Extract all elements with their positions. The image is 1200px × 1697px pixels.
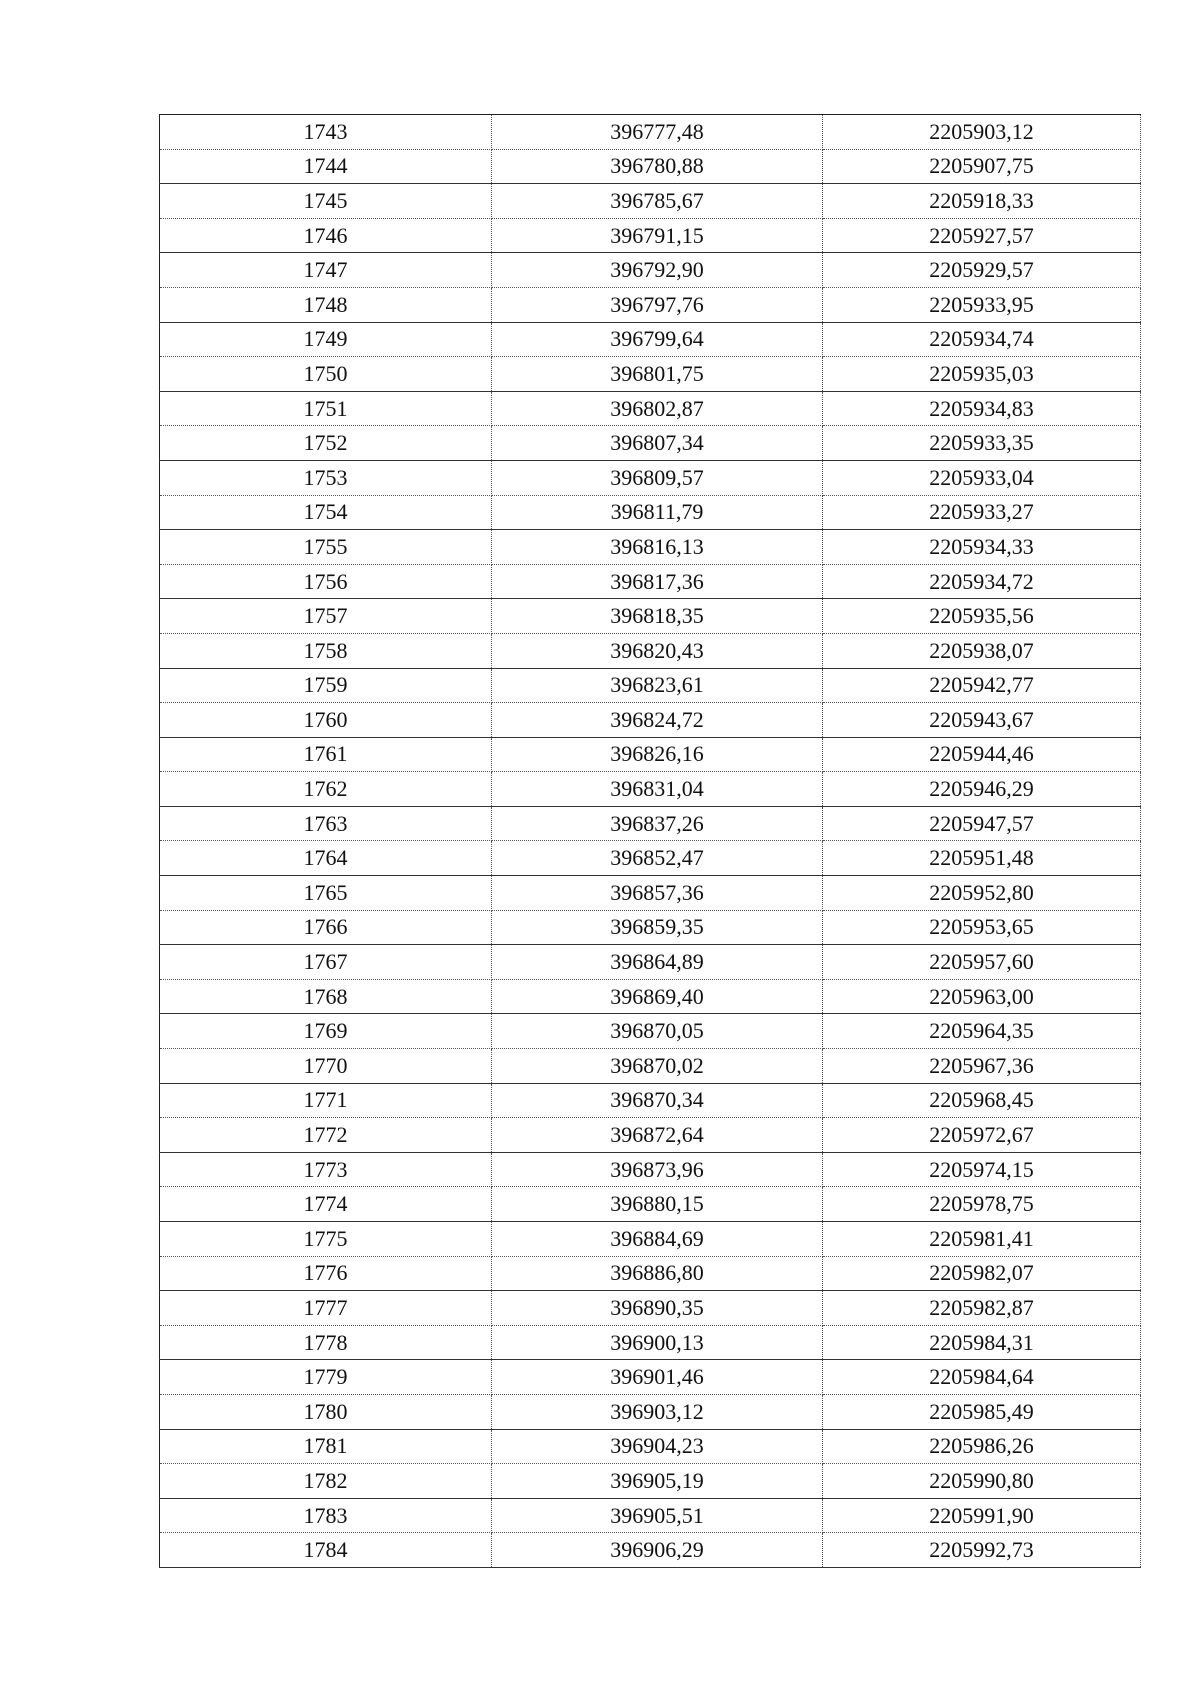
point-number-cell: 1778 bbox=[160, 1325, 492, 1360]
y-coordinate-cell: 2205918,33 bbox=[823, 184, 1141, 219]
table-row bbox=[160, 1360, 1141, 1395]
table-row bbox=[160, 979, 1141, 1014]
y-coordinate-cell: 2205978,75 bbox=[823, 1187, 1141, 1222]
point-number-cell: 1765 bbox=[160, 876, 492, 911]
table-row bbox=[160, 564, 1141, 599]
table-row bbox=[160, 841, 1141, 876]
table-row bbox=[160, 1291, 1141, 1326]
point-number-cell: 1773 bbox=[160, 1152, 492, 1187]
table-row bbox=[160, 772, 1141, 807]
table-row bbox=[160, 218, 1141, 253]
y-coordinate-cell: 2205944,46 bbox=[823, 737, 1141, 772]
x-coordinate-cell: 396905,19 bbox=[492, 1464, 823, 1499]
table-row bbox=[160, 460, 1141, 495]
x-coordinate-cell: 396870,02 bbox=[492, 1049, 823, 1084]
point-number-cell: 1784 bbox=[160, 1533, 492, 1568]
x-coordinate-cell: 396816,13 bbox=[492, 530, 823, 565]
x-coordinate-cell: 396905,51 bbox=[492, 1498, 823, 1533]
point-number-cell: 1746 bbox=[160, 218, 492, 253]
point-number-cell: 1755 bbox=[160, 530, 492, 565]
table-row bbox=[160, 184, 1141, 219]
y-coordinate-cell: 2205990,80 bbox=[823, 1464, 1141, 1499]
x-coordinate-cell: 396785,67 bbox=[492, 184, 823, 219]
x-coordinate-cell: 396857,36 bbox=[492, 876, 823, 911]
y-coordinate-cell: 2205934,33 bbox=[823, 530, 1141, 565]
table-row bbox=[160, 1152, 1141, 1187]
y-coordinate-cell: 2205967,36 bbox=[823, 1049, 1141, 1084]
table-row bbox=[160, 1325, 1141, 1360]
y-coordinate-cell: 2205952,80 bbox=[823, 876, 1141, 911]
table-row bbox=[160, 530, 1141, 565]
x-coordinate-cell: 396904,23 bbox=[492, 1429, 823, 1464]
x-coordinate-cell: 396818,35 bbox=[492, 599, 823, 634]
x-coordinate-cell: 396869,40 bbox=[492, 979, 823, 1014]
table-row bbox=[160, 668, 1141, 703]
x-coordinate-cell: 396831,04 bbox=[492, 772, 823, 807]
x-coordinate-cell: 396884,69 bbox=[492, 1222, 823, 1257]
x-coordinate-cell: 396797,76 bbox=[492, 287, 823, 322]
x-coordinate-cell: 396809,57 bbox=[492, 460, 823, 495]
y-coordinate-cell: 2205935,03 bbox=[823, 357, 1141, 392]
point-number-cell: 1762 bbox=[160, 772, 492, 807]
point-number-cell: 1758 bbox=[160, 633, 492, 668]
table-row bbox=[160, 1222, 1141, 1257]
y-coordinate-cell: 2205957,60 bbox=[823, 945, 1141, 980]
x-coordinate-cell: 396859,35 bbox=[492, 910, 823, 945]
x-coordinate-cell: 396807,34 bbox=[492, 426, 823, 461]
point-number-cell: 1768 bbox=[160, 979, 492, 1014]
coordinates-table bbox=[159, 114, 1141, 1568]
table-row bbox=[160, 599, 1141, 634]
table-row bbox=[160, 1049, 1141, 1084]
y-coordinate-cell: 2205933,27 bbox=[823, 495, 1141, 530]
y-coordinate-cell: 2205927,57 bbox=[823, 218, 1141, 253]
x-coordinate-cell: 396817,36 bbox=[492, 564, 823, 599]
point-number-cell: 1752 bbox=[160, 426, 492, 461]
table-row bbox=[160, 945, 1141, 980]
table-row bbox=[160, 1187, 1141, 1222]
point-number-cell: 1769 bbox=[160, 1014, 492, 1049]
x-coordinate-cell: 396801,75 bbox=[492, 357, 823, 392]
point-number-cell: 1753 bbox=[160, 460, 492, 495]
x-coordinate-cell: 396777,48 bbox=[492, 115, 823, 150]
y-coordinate-cell: 2205992,73 bbox=[823, 1533, 1141, 1568]
x-coordinate-cell: 396903,12 bbox=[492, 1394, 823, 1429]
table-row bbox=[160, 703, 1141, 738]
point-number-cell: 1756 bbox=[160, 564, 492, 599]
x-coordinate-cell: 396811,79 bbox=[492, 495, 823, 530]
point-number-cell: 1764 bbox=[160, 841, 492, 876]
table-row bbox=[160, 1498, 1141, 1533]
point-number-cell: 1767 bbox=[160, 945, 492, 980]
x-coordinate-cell: 396824,72 bbox=[492, 703, 823, 738]
x-coordinate-cell: 396780,88 bbox=[492, 149, 823, 184]
x-coordinate-cell: 396799,64 bbox=[492, 322, 823, 357]
y-coordinate-cell: 2205933,95 bbox=[823, 287, 1141, 322]
point-number-cell: 1744 bbox=[160, 149, 492, 184]
point-number-cell: 1780 bbox=[160, 1394, 492, 1429]
point-number-cell: 1783 bbox=[160, 1498, 492, 1533]
table-row bbox=[160, 426, 1141, 461]
point-number-cell: 1782 bbox=[160, 1464, 492, 1499]
y-coordinate-cell: 2205953,65 bbox=[823, 910, 1141, 945]
table-row bbox=[160, 1394, 1141, 1429]
point-number-cell: 1743 bbox=[160, 115, 492, 150]
x-coordinate-cell: 396826,16 bbox=[492, 737, 823, 772]
point-number-cell: 1745 bbox=[160, 184, 492, 219]
table-row bbox=[160, 1083, 1141, 1118]
y-coordinate-cell: 2205943,67 bbox=[823, 703, 1141, 738]
point-number-cell: 1754 bbox=[160, 495, 492, 530]
table-row bbox=[160, 357, 1141, 392]
table-row bbox=[160, 287, 1141, 322]
table-row bbox=[160, 253, 1141, 288]
y-coordinate-cell: 2205982,07 bbox=[823, 1256, 1141, 1291]
y-coordinate-cell: 2205991,90 bbox=[823, 1498, 1141, 1533]
y-coordinate-cell: 2205963,00 bbox=[823, 979, 1141, 1014]
table-row bbox=[160, 149, 1141, 184]
y-coordinate-cell: 2205938,07 bbox=[823, 633, 1141, 668]
table-row bbox=[160, 115, 1141, 150]
table-row bbox=[160, 737, 1141, 772]
y-coordinate-cell: 2205964,35 bbox=[823, 1014, 1141, 1049]
x-coordinate-cell: 396791,15 bbox=[492, 218, 823, 253]
x-coordinate-cell: 396820,43 bbox=[492, 633, 823, 668]
point-number-cell: 1761 bbox=[160, 737, 492, 772]
point-number-cell: 1750 bbox=[160, 357, 492, 392]
x-coordinate-cell: 396864,89 bbox=[492, 945, 823, 980]
table-row bbox=[160, 391, 1141, 426]
x-coordinate-cell: 396900,13 bbox=[492, 1325, 823, 1360]
y-coordinate-cell: 2205935,56 bbox=[823, 599, 1141, 634]
point-number-cell: 1757 bbox=[160, 599, 492, 634]
point-number-cell: 1777 bbox=[160, 1291, 492, 1326]
y-coordinate-cell: 2205947,57 bbox=[823, 806, 1141, 841]
y-coordinate-cell: 2205982,87 bbox=[823, 1291, 1141, 1326]
table-row bbox=[160, 1256, 1141, 1291]
x-coordinate-cell: 396906,29 bbox=[492, 1533, 823, 1568]
y-coordinate-cell: 2205984,31 bbox=[823, 1325, 1141, 1360]
x-coordinate-cell: 396852,47 bbox=[492, 841, 823, 876]
x-coordinate-cell: 396823,61 bbox=[492, 668, 823, 703]
y-coordinate-cell: 2205933,35 bbox=[823, 426, 1141, 461]
point-number-cell: 1776 bbox=[160, 1256, 492, 1291]
x-coordinate-cell: 396872,64 bbox=[492, 1118, 823, 1153]
table-row bbox=[160, 322, 1141, 357]
x-coordinate-cell: 396870,05 bbox=[492, 1014, 823, 1049]
x-coordinate-cell: 396886,80 bbox=[492, 1256, 823, 1291]
point-number-cell: 1760 bbox=[160, 703, 492, 738]
x-coordinate-cell: 396880,15 bbox=[492, 1187, 823, 1222]
y-coordinate-cell: 2205934,74 bbox=[823, 322, 1141, 357]
y-coordinate-cell: 2205903,12 bbox=[823, 115, 1141, 150]
y-coordinate-cell: 2205986,26 bbox=[823, 1429, 1141, 1464]
table-row bbox=[160, 633, 1141, 668]
table-row bbox=[160, 1533, 1141, 1568]
table-row bbox=[160, 1118, 1141, 1153]
y-coordinate-cell: 2205968,45 bbox=[823, 1083, 1141, 1118]
point-number-cell: 1749 bbox=[160, 322, 492, 357]
table-row bbox=[160, 910, 1141, 945]
x-coordinate-cell: 396901,46 bbox=[492, 1360, 823, 1395]
point-number-cell: 1779 bbox=[160, 1360, 492, 1395]
table-row bbox=[160, 1464, 1141, 1499]
point-number-cell: 1775 bbox=[160, 1222, 492, 1257]
y-coordinate-cell: 2205972,67 bbox=[823, 1118, 1141, 1153]
y-coordinate-cell: 2205907,75 bbox=[823, 149, 1141, 184]
point-number-cell: 1748 bbox=[160, 287, 492, 322]
point-number-cell: 1771 bbox=[160, 1083, 492, 1118]
point-number-cell: 1772 bbox=[160, 1118, 492, 1153]
y-coordinate-cell: 2205985,49 bbox=[823, 1394, 1141, 1429]
point-number-cell: 1747 bbox=[160, 253, 492, 288]
y-coordinate-cell: 2205934,72 bbox=[823, 564, 1141, 599]
x-coordinate-cell: 396792,90 bbox=[492, 253, 823, 288]
table-row bbox=[160, 1429, 1141, 1464]
y-coordinate-cell: 2205984,64 bbox=[823, 1360, 1141, 1395]
x-coordinate-cell: 396870,34 bbox=[492, 1083, 823, 1118]
x-coordinate-cell: 396890,35 bbox=[492, 1291, 823, 1326]
y-coordinate-cell: 2205981,41 bbox=[823, 1222, 1141, 1257]
y-coordinate-cell: 2205933,04 bbox=[823, 460, 1141, 495]
y-coordinate-cell: 2205942,77 bbox=[823, 668, 1141, 703]
x-coordinate-cell: 396873,96 bbox=[492, 1152, 823, 1187]
y-coordinate-cell: 2205929,57 bbox=[823, 253, 1141, 288]
point-number-cell: 1774 bbox=[160, 1187, 492, 1222]
table-row bbox=[160, 806, 1141, 841]
table-row bbox=[160, 876, 1141, 911]
x-coordinate-cell: 396837,26 bbox=[492, 806, 823, 841]
y-coordinate-cell: 2205974,15 bbox=[823, 1152, 1141, 1187]
point-number-cell: 1751 bbox=[160, 391, 492, 426]
point-number-cell: 1770 bbox=[160, 1049, 492, 1084]
y-coordinate-cell: 2205946,29 bbox=[823, 772, 1141, 807]
coordinates-table-body bbox=[160, 115, 1141, 1568]
point-number-cell: 1763 bbox=[160, 806, 492, 841]
table-row bbox=[160, 1014, 1141, 1049]
point-number-cell: 1766 bbox=[160, 910, 492, 945]
point-number-cell: 1781 bbox=[160, 1429, 492, 1464]
x-coordinate-cell: 396802,87 bbox=[492, 391, 823, 426]
y-coordinate-cell: 2205934,83 bbox=[823, 391, 1141, 426]
y-coordinate-cell: 2205951,48 bbox=[823, 841, 1141, 876]
table-row bbox=[160, 495, 1141, 530]
point-number-cell: 1759 bbox=[160, 668, 492, 703]
